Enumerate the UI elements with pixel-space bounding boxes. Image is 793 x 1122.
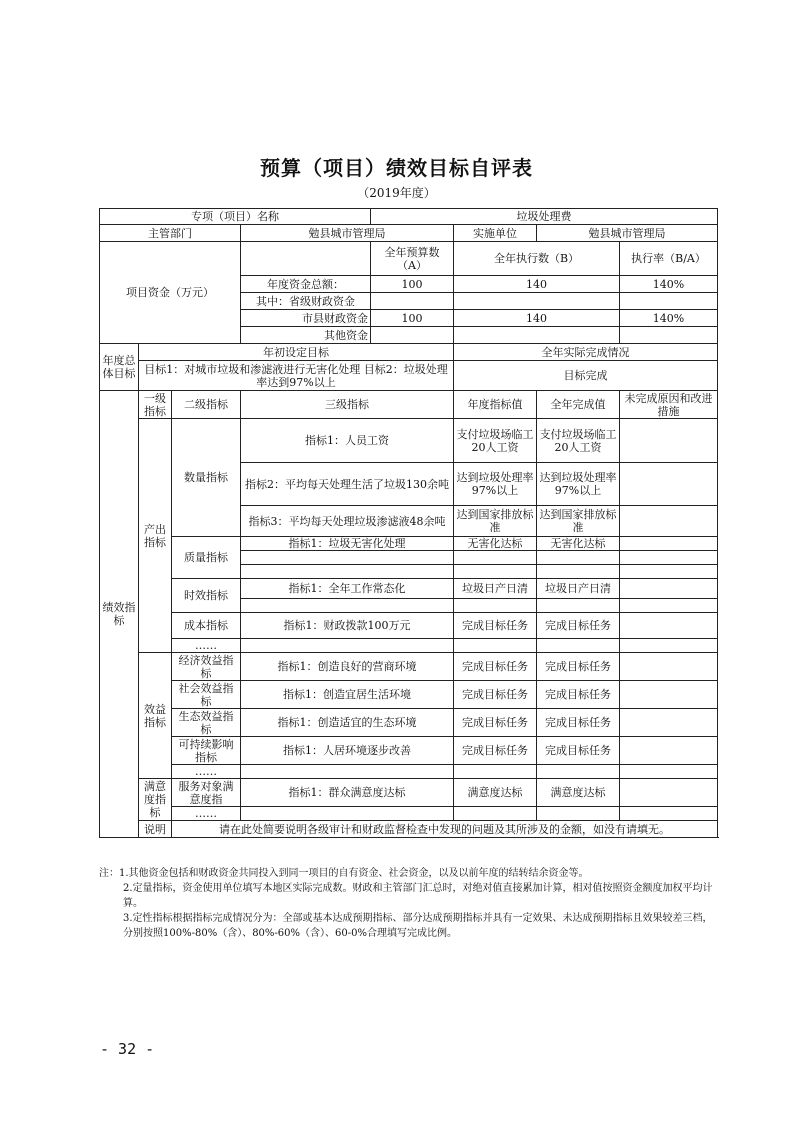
col-exec: 全年执行数（B） <box>454 242 620 276</box>
note-2: 2.定量指标，资金使用单位填写本地区实际完成数。财政和主管部门汇总时，对绝对值直接累加计算，相对值按照资金额度加权平均计算。 <box>123 883 713 909</box>
fund-name: 年度资金总额： <box>241 276 371 293</box>
dept-value: 勉县城市管理局 <box>241 225 454 242</box>
fund-exec: 140 <box>454 310 620 327</box>
h-level3: 三级指标 <box>241 391 454 419</box>
project-value: 垃圾处理费 <box>371 209 718 225</box>
fund-exec: 140 <box>454 276 620 293</box>
indicator-actual: 垃圾日产日清 <box>537 579 620 599</box>
sustain-label: 可持续影响指标 <box>172 737 241 765</box>
impl-value: 勉县城市管理局 <box>537 225 718 242</box>
indicator-row <box>100 653 718 681</box>
fund-exec <box>454 327 620 344</box>
indicator-actual: 达到国家排放标准 <box>537 506 620 537</box>
funds-label: 项目资金（万元） <box>100 242 241 344</box>
indicator-actual: 支付垃圾场临工20人工资 <box>537 419 620 463</box>
fund-name: 其中：省级财政资金 <box>241 293 371 310</box>
indicator-row <box>100 709 718 737</box>
indicator-row <box>100 613 718 639</box>
indicators-label: 绩效指标 <box>100 391 139 838</box>
indicator-row <box>100 579 718 599</box>
note-1: 注：1.其他资金包括和财政资金共同投入到同一项目的自有资金、社会资金，以及以前年度的结转结余资金等。 <box>99 868 589 879</box>
quantity-label: 数量指标 <box>172 419 241 537</box>
fund-budget <box>371 293 454 310</box>
h-reason: 未完成原因和改进措施 <box>620 391 718 419</box>
fund-budget <box>371 327 454 344</box>
indicator-reason <box>620 779 718 807</box>
indicator-reason <box>620 709 718 737</box>
set-goal-value: 目标1：对城市垃圾和渗滤液进行无害化处理 目标2：垃圾处理率达到97%以上 <box>139 361 454 391</box>
indicator-name: 指标3：平均每天处理垃圾渗滤液48余吨 <box>241 506 454 537</box>
indicator-row <box>100 681 718 709</box>
indicator-target: 完成目标任务 <box>454 709 537 737</box>
explain-label: 说明 <box>139 821 172 838</box>
fund-rate <box>620 293 718 310</box>
indicator-actual: 完成目标任务 <box>537 613 620 639</box>
indicator-reason <box>620 419 718 463</box>
h-level2: 二级指标 <box>172 391 241 419</box>
indicator-reason <box>620 681 718 709</box>
goals-header-row <box>100 344 718 361</box>
cost-label: 成本指标 <box>172 613 241 639</box>
fund-rate <box>620 327 718 344</box>
indicator-actual: 完成目标任务 <box>537 709 620 737</box>
benefit-label: 效益指标 <box>139 653 172 779</box>
funds-blank <box>241 242 371 276</box>
ellipsis: …… <box>172 639 241 653</box>
indicator-actual: 完成目标任务 <box>537 737 620 765</box>
note-3: 3.定性指标根据指标完成情况分为：全部或基本达成预期指标、部分达成预期指标并具有一定效果、未达成预期指标且效果较差三档，分别按照100%-80%（含）、80%-60%（含）、60-0%合理填写完成比例。 <box>123 913 713 939</box>
indicator-name: 指标1：垃圾无害化处理 <box>241 537 454 551</box>
col-budget: 全年预算数（A） <box>371 242 454 276</box>
indicator-target: 完成目标任务 <box>454 737 537 765</box>
goals-label: 年度总体目标 <box>100 344 139 391</box>
indicator-row <box>100 419 718 463</box>
indicator-target: 无害化达标 <box>454 537 537 551</box>
h-actual: 全年完成值 <box>537 391 620 419</box>
impl-label: 实施单位 <box>454 225 537 242</box>
indicator-reason <box>620 613 718 639</box>
indicator-row <box>100 639 718 653</box>
indicator-name: 指标1：创造良好的营商环境 <box>241 653 454 681</box>
ellipsis: …… <box>172 807 241 821</box>
indicator-header-row <box>100 391 718 419</box>
col-rate: 执行率（B/A） <box>620 242 718 276</box>
indicator-target: 达到国家排放标准 <box>454 506 537 537</box>
indicator-name: 指标1：人员工资 <box>241 419 454 463</box>
indicator-actual: 达到垃圾处理率97%以上 <box>537 463 620 506</box>
social-label: 社会效益指标 <box>172 681 241 709</box>
indicator-name: 指标1：全年工作常态化 <box>241 579 454 599</box>
goals-row <box>100 361 718 391</box>
department-row <box>100 225 718 242</box>
col-set-goal: 年初设定目标 <box>139 344 454 361</box>
indicator-target: 完成目标任务 <box>454 653 537 681</box>
indicator-name: 指标1：创造适宜的生态环境 <box>241 709 454 737</box>
indicator-target: 完成目标任务 <box>454 613 537 639</box>
h-target: 年度指标值 <box>454 391 537 419</box>
econ-label: 经济效益指标 <box>172 653 241 681</box>
indicator-reason <box>620 506 718 537</box>
indicator-row <box>100 737 718 765</box>
fund-budget: 100 <box>371 276 454 293</box>
indicator-row <box>100 765 718 779</box>
explain-row <box>100 821 718 838</box>
quality-label: 质量指标 <box>172 537 241 579</box>
indicator-actual: 完成目标任务 <box>537 681 620 709</box>
indicator-actual: 无害化达标 <box>537 537 620 551</box>
indicator-target: 垃圾日产日清 <box>454 579 537 599</box>
indicator-target: 满意度达标 <box>454 779 537 807</box>
indicator-name: 指标1：人居环境逐步改善 <box>241 737 454 765</box>
service-label: 服务对象满意度指 <box>172 779 241 807</box>
page-title: 预算（项目）绩效目标自评表 <box>260 156 533 180</box>
satisfaction-label: 满意度指标 <box>139 779 172 821</box>
indicator-row <box>100 537 718 551</box>
project-label: 专项（项目）名称 <box>100 209 371 225</box>
fund-budget: 100 <box>371 310 454 327</box>
indicator-target: 达到垃圾处理率97%以上 <box>454 463 537 506</box>
funds-header-row <box>100 242 718 276</box>
year-subtitle: （2019年度） <box>357 186 436 200</box>
col-actual-goal: 全年实际完成情况 <box>454 344 718 361</box>
dept-label: 主管部门 <box>100 225 241 242</box>
eco-label: 生态效益指标 <box>172 709 241 737</box>
h-level1: 一级指标 <box>139 391 172 419</box>
indicator-reason <box>620 537 718 551</box>
indicator-reason <box>620 653 718 681</box>
indicator-row <box>100 779 718 807</box>
indicator-reason <box>620 579 718 599</box>
evaluation-table <box>99 208 718 838</box>
indicator-target: 完成目标任务 <box>454 681 537 709</box>
indicator-reason <box>620 463 718 506</box>
fund-exec <box>454 293 620 310</box>
fund-rate: 140% <box>620 276 718 293</box>
time-label: 时效指标 <box>172 579 241 613</box>
fund-name: 其他资金 <box>241 327 371 344</box>
indicator-actual: 完成目标任务 <box>537 653 620 681</box>
actual-goal-value: 目标完成 <box>454 361 718 391</box>
indicator-name: 指标2：平均每天处理生活了垃圾130余吨 <box>241 463 454 506</box>
indicator-reason <box>620 737 718 765</box>
indicator-name: 指标1：创造宜居生活环境 <box>241 681 454 709</box>
indicator-name: 指标1：群众满意度达标 <box>241 779 454 807</box>
indicator-actual: 满意度达标 <box>537 779 620 807</box>
indicator-target: 支付垃圾场临工20人工资 <box>454 419 537 463</box>
indicator-row <box>100 807 718 821</box>
fund-rate: 140% <box>620 310 718 327</box>
footnotes <box>99 866 719 941</box>
indicator-name: 指标1：财政拨款100万元 <box>241 613 454 639</box>
output-label: 产出指标 <box>139 419 172 653</box>
page-number: - 32 - <box>100 1040 155 1058</box>
fund-name: 市县财政资金 <box>241 310 371 327</box>
explain-text: 请在此处简要说明各级审计和财政监督检查中发现的问题及其所涉及的金额，如没有请填无。 <box>172 821 718 838</box>
ellipsis: …… <box>172 765 241 779</box>
project-row <box>100 209 718 225</box>
